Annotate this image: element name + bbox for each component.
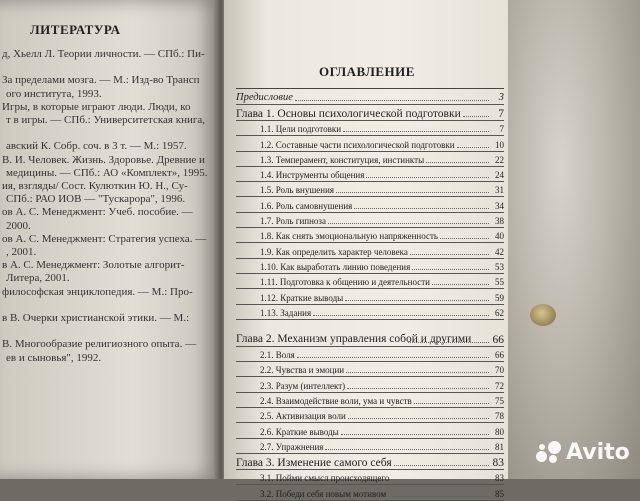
toc-leader-dots — [341, 434, 489, 435]
toc-section-row — [236, 167, 504, 182]
toc-entry-label: 1.3. Темперамент, конституция, инстинкты — [260, 154, 425, 165]
toc-entry-label: 1.4. Инструменты общения — [260, 170, 365, 181]
toc-section-row — [236, 197, 504, 212]
avito-logo-icon — [536, 441, 562, 465]
toc-leader-dots — [348, 418, 489, 419]
toc-section-row — [236, 136, 504, 151]
background-surface — [508, 0, 640, 479]
toc-leader-dots — [414, 403, 489, 404]
toc-leader-dots — [463, 116, 489, 117]
toc-entry-label: 2.2. Чувства и эмоции — [260, 365, 345, 376]
toc-page-number: 40 — [495, 231, 504, 242]
toc-entry-label: Предисловие — [236, 92, 293, 103]
avito-watermark — [536, 440, 630, 465]
toc-entry-label: 1.6. Роль самовнушения — [260, 200, 353, 211]
bibliography-line: ого института, 1993. — [6, 87, 102, 100]
toc-page-number: 7 — [498, 108, 504, 120]
bibliography-line: 2000. — [6, 219, 31, 232]
toc-leader-dots — [457, 147, 489, 148]
toc-leader-dots — [410, 254, 489, 255]
toc-leader-dots — [347, 388, 489, 389]
bibliography-line — [0, 61, 220, 74]
bibliography-line: ев и сыновья", 1992. — [6, 351, 102, 364]
bibliography-line: в А. С. Менеджмент: Золотые алгорит- — [2, 259, 185, 272]
toc-leader-dots — [366, 177, 489, 178]
toc-page-number: 75 — [495, 396, 504, 407]
bibliography-line: В. Многообразие религиозного опыта. — — [2, 338, 197, 351]
toc-page-number: 80 — [495, 426, 504, 437]
toc-page-number: 85 — [495, 488, 504, 499]
toc-page-number: 59 — [495, 292, 504, 303]
toc-section-row — [236, 228, 504, 243]
toc-leader-dots — [391, 480, 489, 481]
toc-section-row — [236, 274, 504, 289]
toc-leader-dots — [297, 357, 489, 358]
toc-page-number: 22 — [495, 154, 504, 165]
left-page — [0, 0, 222, 479]
toc-leader-dots — [346, 372, 489, 373]
toc-section-row — [236, 393, 504, 408]
toc-entry-label: Глава 1. Основы психологической подготовки — [236, 108, 461, 120]
toc-entry-label: 1.9. Как определить характер человека — [260, 246, 408, 257]
toc-page-number: 38 — [495, 216, 504, 227]
toc-section-row — [236, 259, 504, 274]
toc-leader-dots — [388, 496, 489, 497]
toc-entry-label: 2.5. Активизация воли — [260, 411, 346, 422]
bibliography-line — [0, 325, 220, 338]
bibliography-line: , 2001. — [6, 246, 37, 259]
bibliography-line: Игры, в которые играют люди. Люди, ко — [2, 100, 191, 113]
toc-section-row — [236, 408, 504, 423]
toc-entry-label: 2.4. Взаимодействие воли, ума и чувств — [260, 396, 412, 407]
toc-leader-dots — [432, 284, 489, 285]
toc-section-row — [236, 362, 504, 377]
toc-section-row — [236, 289, 504, 304]
toc-page-number: 3 — [498, 92, 504, 103]
bibliography-text — [0, 48, 220, 365]
toc-entry-label: 2.1. Воля — [260, 350, 295, 361]
bibliography-line: философская энциклопедия. — М.: Про- — [2, 285, 193, 298]
toc-page-number: 55 — [495, 277, 504, 288]
bibliography-line: ов А. С. Менеджмент: Стратегия успеха. — — [2, 232, 207, 245]
toc-leader-dots — [295, 100, 489, 101]
watermark-text: Avito — [566, 440, 630, 465]
bibliography-line — [0, 127, 220, 140]
toc-section-row — [236, 439, 504, 454]
toc-leader-dots — [394, 465, 489, 466]
toc-section-row — [236, 182, 504, 197]
toc-page-number: 7 — [499, 124, 504, 135]
toc-section-row — [236, 347, 504, 362]
left-page-heading: ЛИТЕРАТУРА — [30, 22, 121, 37]
toc-page-number: 70 — [495, 365, 504, 376]
toc-page-number: 78 — [495, 411, 504, 422]
toc-leader-dots — [426, 162, 489, 163]
toc-entry-label: 1.10. Как выработать линию поведения — [260, 261, 411, 272]
bibliography-line — [0, 299, 220, 312]
bibliography-line: За пределами мозга. — М.: Изд-во Трансп — [2, 74, 200, 87]
toc-section-row — [236, 470, 504, 485]
toc-entry-label: 2.6. Краткие выводы — [260, 426, 339, 437]
toc-leader-dots — [313, 315, 489, 316]
toc-page-number: 34 — [495, 200, 504, 211]
toc-entry-label: 2.3. Разум (интеллект) — [260, 380, 346, 391]
toc-entry-label: 1.5. Роль внушения — [260, 185, 335, 196]
toc-page-number: 24 — [495, 170, 504, 181]
toc-chapter-row — [236, 105, 504, 121]
toc-section-row — [236, 243, 504, 258]
toc-leader-dots — [336, 192, 489, 193]
bibliography-line: ия, взгляды/ Сост. Кулюткин Ю. Н., Су- — [2, 180, 188, 193]
bibliography-line: д, Хьелл Л. Теории личности. — СПб.: Пи- — [2, 48, 205, 60]
toc-section-row — [236, 305, 504, 320]
bibliography-line: медицины. — СПб.: АО «Комплект», 1995. — [6, 166, 208, 179]
toc-entry-label: 3.1. Пойми смысл происходящего — [260, 473, 390, 484]
toc-leader-dots — [328, 223, 489, 224]
toc-entry-label: 1.12. Краткие выводы — [260, 292, 344, 303]
toc-page-number: 72 — [495, 380, 504, 391]
toc-entry-label: 3.2. Победи себя новым мотивом — [260, 488, 387, 499]
toc-section-row — [236, 485, 504, 500]
bibliography-line: т в игры. — СПб.: Университетская книга, — [6, 114, 205, 127]
toc-entry-label: Глава 2. Механизм управления собой и другими — [236, 332, 472, 345]
bibliography-line: Литера, 2001. — [6, 272, 70, 285]
toc-page-number: 83 — [492, 456, 504, 469]
toc-entry-label: 1.11. Подготовка к общению и деятельности — [260, 277, 430, 288]
toc-page-number: 31 — [495, 185, 504, 196]
toc-leader-dots — [325, 449, 489, 450]
bibliography-line: СПб.: РАО ИОВ — "Тускарора", 1996. — [6, 193, 186, 206]
toc-chapter-row — [236, 454, 504, 470]
toc-section-row — [236, 121, 504, 136]
toc-leader-dots — [440, 238, 489, 239]
toc-entry-label: 1.7. Роль гипноза — [260, 216, 326, 227]
toc-page-number: 81 — [495, 441, 504, 452]
toc-page-number: 53 — [495, 261, 504, 272]
toc-page-number: 66 — [495, 350, 504, 361]
toc-section-row — [236, 377, 504, 392]
right-page — [224, 0, 510, 499]
toc-section-row — [236, 423, 504, 438]
toc-leader-dots — [343, 131, 489, 132]
toc-table — [236, 88, 504, 501]
toc-page-number: 83 — [495, 473, 504, 484]
toc-title: ОГЛАВЛЕНИЕ — [319, 64, 415, 79]
toc-leader-dots — [408, 342, 489, 343]
toc-page-number: 66 — [492, 333, 504, 346]
toc-entry-label: 1.13. Задания — [260, 307, 312, 318]
toc-entry-label: 1.8. Как снять эмоциональную напряженность — [260, 231, 439, 242]
bibliography-line: в В. Очерки христианской этики. — М.: — [2, 312, 190, 325]
toc-chapter-row — [236, 320, 504, 347]
toc-page-number: 62 — [495, 307, 504, 318]
bibliography-line: ов А. С. Менеджмент: Учеб. пособие. — — [2, 206, 193, 219]
toc-entry-label: Глава 3. Изменение самого себя — [236, 456, 392, 469]
toc-page-number: 42 — [495, 246, 504, 257]
toc-leader-dots — [345, 300, 489, 301]
pushpin — [530, 304, 556, 326]
bibliography-line: В. И. Человек. Жизнь. Здоровье. Древние и — [2, 153, 205, 166]
toc-section-row — [236, 213, 504, 228]
toc-entry-label: 1.1. Цели подготовки — [260, 124, 342, 135]
toc-page-number: 10 — [495, 139, 504, 150]
toc-leader-dots — [412, 269, 489, 270]
toc-leader-dots — [354, 208, 489, 209]
toc-entry-label: 2.7. Упражнения — [260, 441, 324, 452]
toc-section-row — [236, 152, 504, 167]
bibliography-line: авский К. Собр. соч. в 3 т. — М.: 1957. — [6, 140, 187, 153]
toc-chapter-row — [236, 89, 504, 105]
toc-entry-label: 1.2. Составные части психологической подготовки — [260, 139, 455, 150]
